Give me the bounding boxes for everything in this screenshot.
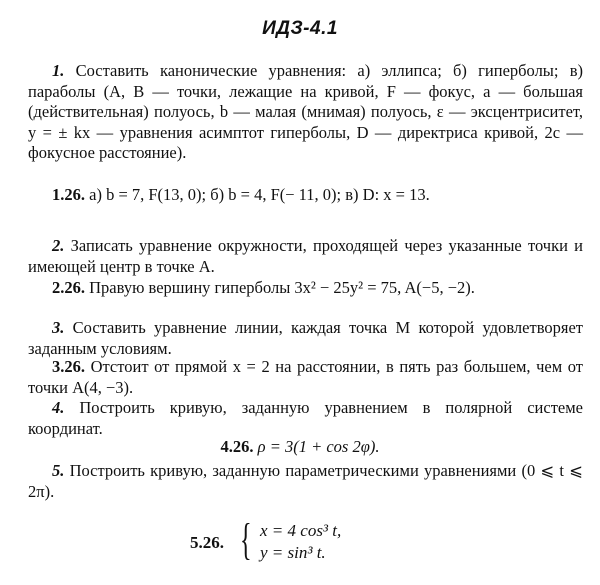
document-title: ИДЗ-4.1 [262, 18, 338, 39]
answer-3-26 [28, 357, 583, 398]
equation-y: y = sin³ t. [260, 543, 326, 562]
answer-1-26-text: а) b = 7, F(13, 0); б) b = 4, F(− 11, 0); в) D: x = 13. [89, 185, 430, 204]
task-2-text: Записать уравнение окружности, проходящей через указанные точки и имеющей центр в точке A. [28, 236, 583, 276]
answer-4-26-text: ρ = 3(1 + cos 2φ). [257, 437, 380, 456]
task-3 [28, 318, 583, 359]
answer-2-26-text: Правую вершину гиперболы 3x² − 25y² = 75, A(−5, −2). [89, 278, 475, 297]
task-1-number: 1. [52, 61, 65, 80]
answer-5-26-number: 5.26. [190, 533, 224, 552]
system-brace: { [240, 515, 252, 564]
task-5-text: Построить кривую, заданную параметрическими уравнениями (0 ⩽ t ⩽ 2π). [28, 461, 583, 501]
answer-3-26-number: 3.26. [52, 357, 85, 376]
answer-2-26-number: 2.26. [52, 278, 85, 297]
answer-1-26 [28, 185, 583, 206]
task-4-number: 4. [52, 398, 65, 417]
task-1 [28, 61, 583, 164]
task-3-text: Составить уравнение линии, каждая точка M которой удовлетворяет заданным условиям. [28, 318, 583, 358]
answer-3-26-text: Отстоит от прямой x = 2 на расстоянии, в пять раз большем, чем от точки A(4, −3). [28, 357, 584, 397]
answer-5-26 [190, 515, 430, 568]
task-3-number: 3. [52, 318, 65, 337]
task-4-text: Построить кривую, заданную уравнением в полярной системе координат. [28, 398, 584, 438]
answer-4-26 [0, 437, 600, 458]
task-2 [28, 236, 583, 277]
task-4 [28, 398, 583, 439]
task-2-number: 2. [52, 236, 65, 255]
task-1-text: Составить канонические уравнения: а) эллипса; б) гиперболы; в) параболы (A, B — точки, лежащие на кривой, F — фокус, a — большая (действительная) полуось, b — малая (мнимая) полуось, ε — эксцентриситет, y = ± kx — уравнения асимптот гиперболы, D — директриса кривой, 2c — фокусное расстояние). [28, 61, 584, 162]
answer-2-26 [28, 278, 583, 299]
answer-4-26-number: 4.26. [220, 437, 254, 456]
equation-x: x = 4 cos³ t, [260, 521, 342, 540]
task-5-number: 5. [52, 461, 65, 480]
answer-1-26-number: 1.26. [52, 185, 85, 204]
task-5 [28, 461, 583, 502]
